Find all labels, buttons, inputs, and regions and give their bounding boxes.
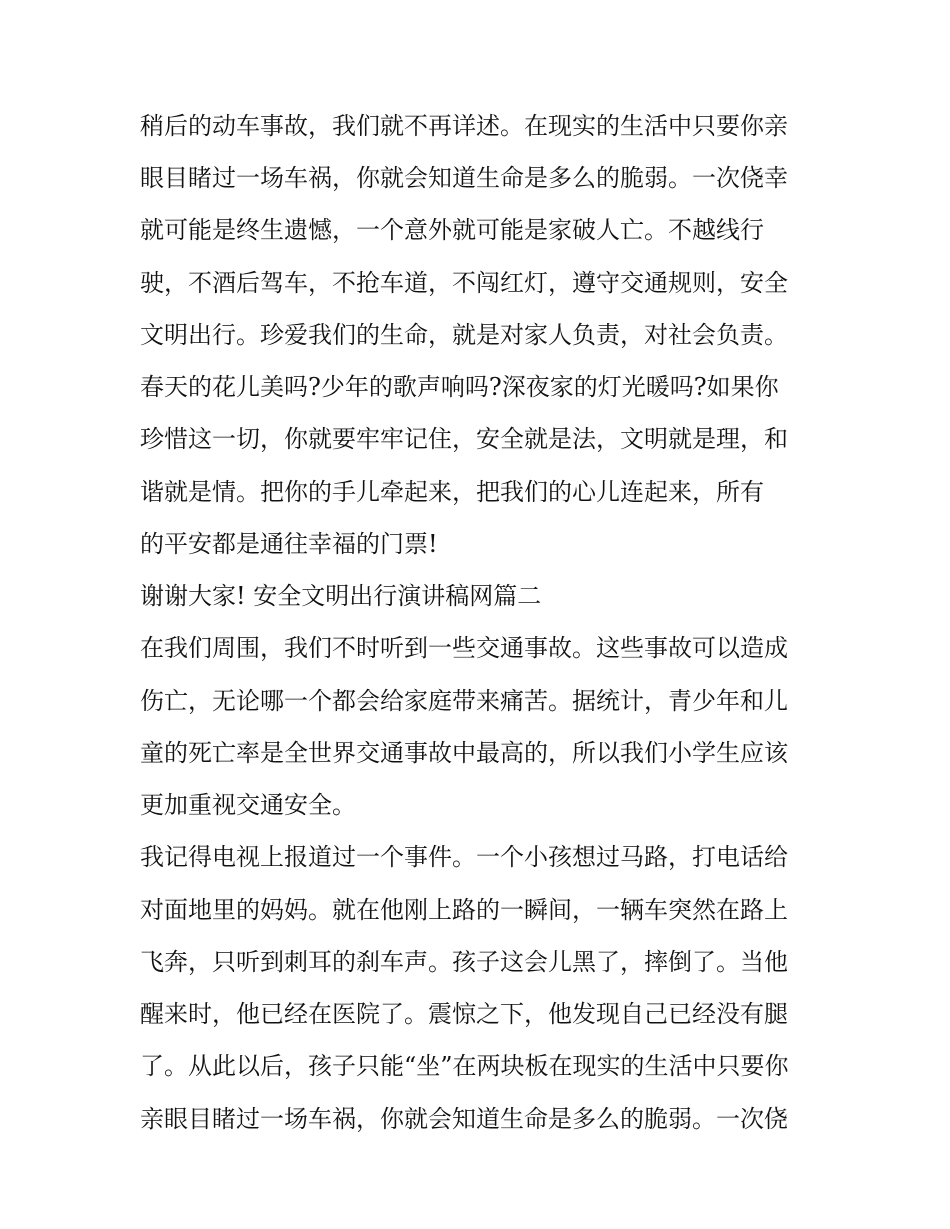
text-line: 的平安都是通往幸福的门票! xyxy=(140,530,438,558)
text-line: 在我们周围，我们不时听到一些交通事故。这些事故可以造成 xyxy=(140,634,788,662)
text-line: 稍后的动车事故，我们就不再详述。在现实的生活中只要你亲 xyxy=(140,112,788,140)
text-line: 童的死亡率是全世界交通事故中最高的，所以我们小学生应该 xyxy=(140,739,788,767)
text-line: 伤亡，无论哪一个都会给家庭带来痛苦。据统计，青少年和儿 xyxy=(140,687,788,715)
text-line: 对面地里的妈妈。就在他刚上路的一瞬间，一辆车突然在路上 xyxy=(140,896,788,924)
text-line: 醒来时，他已经在医院了。震惊之下，他发现自己已经没有腿 xyxy=(140,1000,788,1028)
text-line: 眼目睹过一场车祸，你就会知道生命是多么的脆弱。一次侥幸 xyxy=(140,164,788,192)
section-heading: 谢谢大家! 安全文明出行演讲稿网篇二 xyxy=(140,582,542,610)
text-line: 飞奔，只听到刺耳的刹车声。孩子这会儿黑了，摔倒了。当他 xyxy=(140,948,788,976)
text-line: 就可能是终生遗憾，一个意外就可能是家破人亡。不越线行 xyxy=(140,216,764,244)
text-line: 驶，不酒后驾车，不抢车道，不闯红灯，遵守交通规则，安全 xyxy=(140,269,788,297)
text-line: 了。从此以后，孩子只能“坐”在两块板在现实的生活中只要你 xyxy=(140,1052,789,1080)
text-line: 珍惜这一切，你就要牢牢记住，安全就是法，文明就是理，和 xyxy=(140,425,788,453)
text-line: 亲眼目睹过一场车祸，你就会知道生命是多么的脆弱。一次侥 xyxy=(140,1105,788,1133)
text-line: 更加重视交通安全。 xyxy=(140,791,356,819)
text-line: 文明出行。珍爱我们的生命，就是对家人负责，对社会负责。 xyxy=(140,321,788,349)
text-line: 谐就是情。把你的手儿牵起来，把我们的心儿连起来，所有 xyxy=(140,478,764,506)
text-line: 春天的花儿美吗?少年的歌声响吗?深夜家的灯光暖吗?如果你 xyxy=(140,373,779,401)
text-line: 我记得电视上报道过一个事件。一个小孩想过马路，打电话给 xyxy=(140,843,788,871)
